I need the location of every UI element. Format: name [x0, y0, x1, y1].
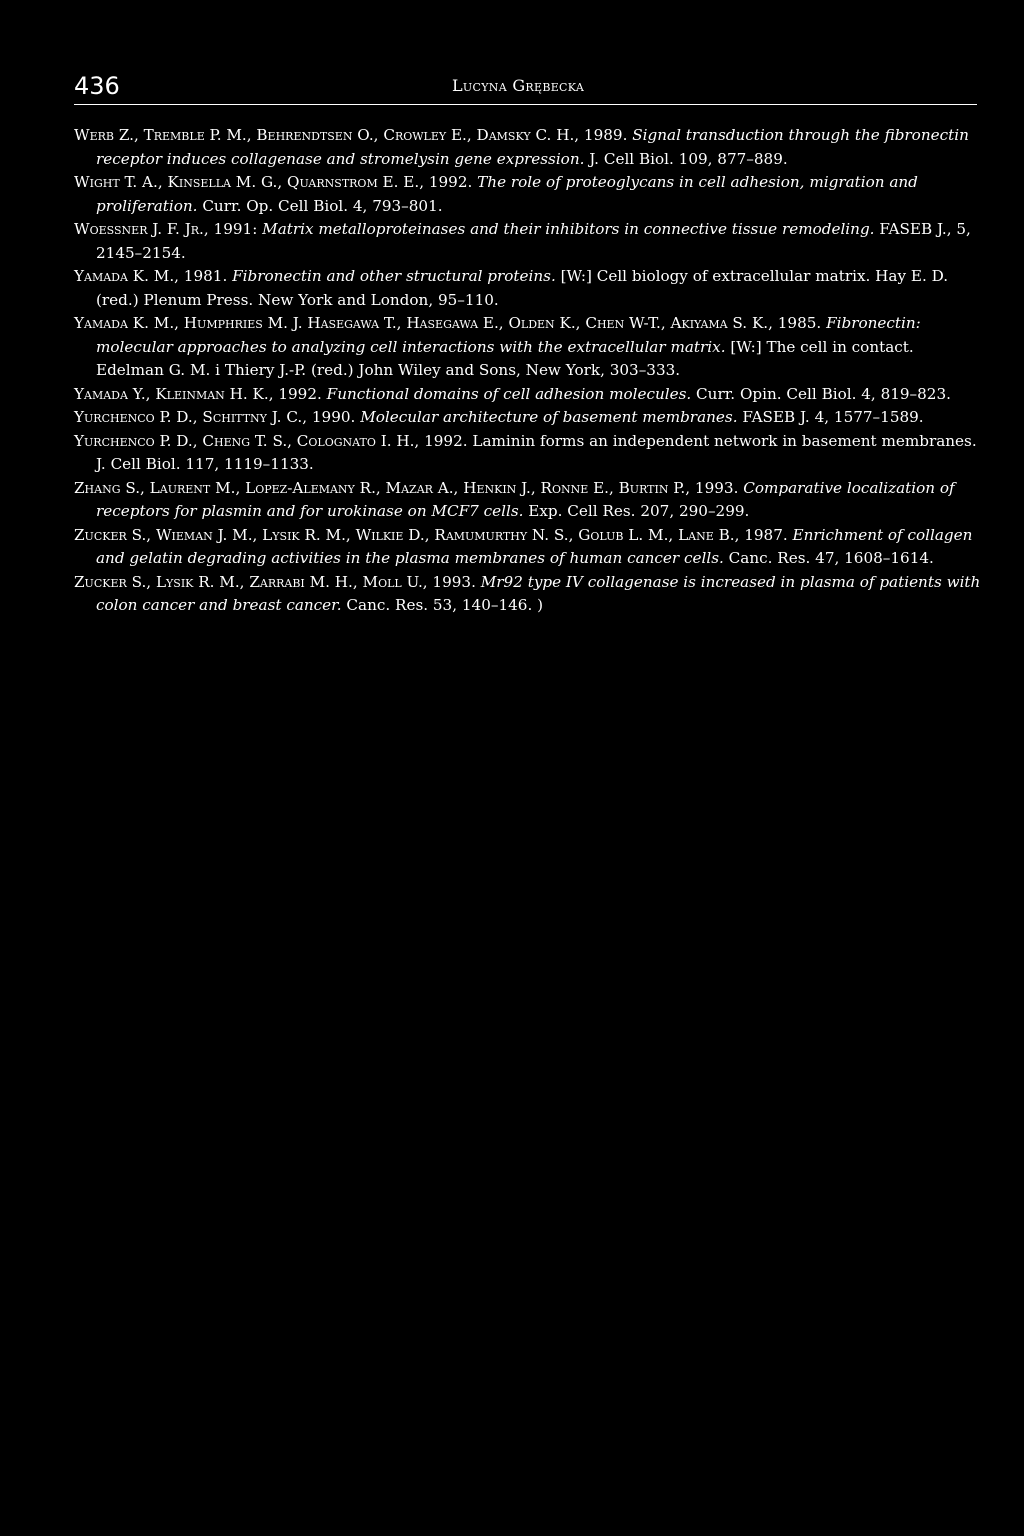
- reference-source: Canc. Res. 53, 140–146. ): [346, 596, 544, 614]
- reference-entry: [74, 430, 984, 477]
- reference-entry: [74, 524, 984, 571]
- reference-entry: [74, 218, 984, 265]
- reference-entry: [74, 265, 984, 312]
- reference-authors: Yamada Y., Kleinman H. K., 1992.: [74, 384, 322, 403]
- reference-authors: Yamada K. M., Humphries M. J. Hasegawa T., Hasegawa E., Olden K., Chen W-T., Akiyama S. K., 1985.: [74, 314, 822, 332]
- reference-source: Canc. Res. 47, 1608–1614.: [728, 549, 934, 567]
- reference-authors: Werb Z., Tremble P. M., Behrendtsen O., Crowley E., Damsky C. H., 1989.: [74, 126, 628, 144]
- reference-source: FASEB J., 5, 2145–2154.: [96, 220, 971, 262]
- reference-title: Signal transduction through the fibronectin receptor induces collagenase and stromelysin gene expression.: [96, 126, 969, 168]
- reference-authors: Zucker S., Lysik R. M., Zarrabi M. H., Moll U., 1993.: [74, 572, 476, 591]
- reference-entry: [74, 124, 984, 171]
- reference-source: [W:] The cell in contact. Edelman G. M. i Thiery J.-P. (red.) John Wiley and Sons, New York, 303–333.: [96, 337, 914, 379]
- reference-source: FASEB J. 4, 1577–1589.: [742, 408, 924, 426]
- reference-source: [W:] Cell biology of extracellular matrix. Hay E. D. (red.) Plenum Press. New York and London, 95–110.: [96, 267, 949, 309]
- reference-source: Laminin forms an independent network in basement membranes. J. Cell Biol. 117, 1119–1133.: [96, 431, 977, 473]
- page-header: [74, 64, 977, 105]
- reference-list: [74, 124, 984, 618]
- reference-entry: [74, 406, 984, 430]
- running-head: Lucyna Grębecka: [452, 76, 585, 95]
- reference-authors: Zucker S., Wieman J. M., Lysik R. M., Wilkie D., Ramumurthy N. S., Golub L. M., Lane B., 1987.: [74, 525, 788, 544]
- reference-entry: [74, 477, 984, 524]
- reference-source: Curr. Op. Cell Biol. 4, 793–801.: [202, 196, 443, 215]
- reference-title: Fibronectin: molecular approaches to analyzing cell interactions with the extracellular matrix.: [96, 314, 921, 356]
- reference-authors: Woessner J. F. Jr., 1991:: [74, 220, 258, 238]
- reference-title: Comparative localization of receptors for plasmin and for urokinase on MCF7 cells.: [96, 478, 955, 520]
- reference-source: Curr. Opin. Cell Biol. 4, 819–823.: [696, 384, 951, 403]
- reference-title: Functional domains of cell adhesion molecules.: [326, 384, 692, 403]
- reference-title: Mr92 type IV collagenase is increased in plasma of patients with colon cancer and breast cancer.: [96, 572, 981, 614]
- page-number: 436: [74, 72, 120, 100]
- reference-authors: Yurchenco P. D., Cheng T. S., Colognato I. H., 1992.: [74, 431, 468, 450]
- reference-source: J. Cell Biol. 109, 877–889.: [589, 149, 788, 168]
- reference-title: Enrichment of collagen and gelatin degrading activities in the plasma membranes of human cancer cells.: [96, 525, 973, 567]
- reference-authors: Yurchenco P. D., Schittny J. C., 1990.: [74, 408, 356, 426]
- reference-source: Exp. Cell Res. 207, 290–299.: [528, 502, 750, 520]
- reference-title: Matrix metalloproteinases and their inhibitors in connective tissue remodeling.: [262, 220, 875, 238]
- reference-authors: Wight T. A., Kinsella M. G., Quarnstrom E. E., 1992.: [74, 173, 473, 191]
- reference-entry: [74, 312, 984, 383]
- reference-authors: Zhang S., Laurent M., Lopez-Alemany R., Mazar A., Henkin J., Ronne E., Burtin P., 1993.: [74, 478, 739, 497]
- reference-title: The role of proteoglycans in cell adhesion, migration and proliferation.: [96, 173, 918, 215]
- reference-entry: [74, 571, 984, 618]
- reference-entry: [74, 171, 984, 218]
- reference-authors: Yamada K. M., 1981.: [74, 267, 228, 285]
- reference-entry: [74, 383, 984, 407]
- reference-title: Fibronectin and other structural proteins.: [232, 267, 556, 285]
- reference-title: Molecular architecture of basement membranes.: [360, 408, 738, 426]
